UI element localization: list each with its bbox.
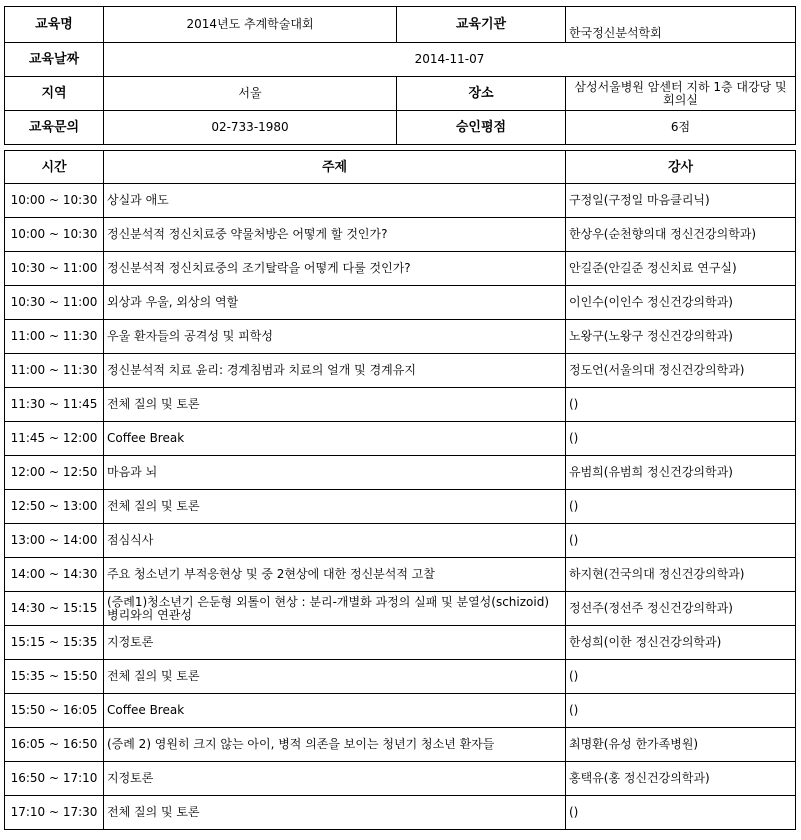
table-row	[5, 796, 796, 830]
place-value: 삼성서울병원 암센터 지하 1층 대강당 및 회의실	[566, 77, 796, 111]
session-time: 10:30 ~ 11:00	[5, 286, 104, 320]
inquiry-label: 교육문의	[5, 111, 104, 145]
session-topic: 우울 환자들의 공격성 및 피학성	[104, 320, 566, 354]
table-row	[5, 694, 796, 728]
info-row-region	[5, 77, 796, 111]
course-info-table	[4, 6, 796, 145]
edu-date-value: 2014-11-07	[104, 43, 796, 77]
session-time: 12:50 ~ 13:00	[5, 490, 104, 524]
session-speaker: ()	[566, 490, 796, 524]
session-speaker: 한상우(순천향의대 정신건강의학과)	[566, 218, 796, 252]
session-topic: (증례1)청소년기 은둔형 외톨이 현상 : 분리-개별화 과정의 실패 및 분열성(schizoid) 병리와의 연관성	[104, 592, 566, 626]
table-row	[5, 524, 796, 558]
session-speaker: 정선주(정선주 정신건강의학과)	[566, 592, 796, 626]
time-column-header: 시간	[5, 151, 104, 184]
session-topic: 전체 질의 및 토론	[104, 490, 566, 524]
topic-column-header: 주제	[104, 151, 566, 184]
session-speaker: 최명환(유성 한가족병원)	[566, 728, 796, 762]
table-row	[5, 660, 796, 694]
credit-label: 승인평점	[397, 111, 566, 145]
session-speaker: ()	[566, 796, 796, 830]
session-time: 10:30 ~ 11:00	[5, 252, 104, 286]
session-speaker: ()	[566, 524, 796, 558]
place-label: 장소	[397, 77, 566, 111]
session-speaker: 유범희(유범희 정신건강의학과)	[566, 456, 796, 490]
session-topic: 지정토론	[104, 762, 566, 796]
region-label: 지역	[5, 77, 104, 111]
table-row	[5, 218, 796, 252]
table-row	[5, 626, 796, 660]
session-speaker: 이인수(이인수 정신건강의학과)	[566, 286, 796, 320]
session-time: 14:00 ~ 14:30	[5, 558, 104, 592]
session-time: 14:30 ~ 15:15	[5, 592, 104, 626]
speaker-column-header: 강사	[566, 151, 796, 184]
table-row	[5, 762, 796, 796]
session-speaker: ()	[566, 388, 796, 422]
table-row	[5, 388, 796, 422]
session-speaker: ()	[566, 422, 796, 456]
table-row	[5, 490, 796, 524]
table-row	[5, 592, 796, 626]
session-time: 15:15 ~ 15:35	[5, 626, 104, 660]
session-time: 10:00 ~ 10:30	[5, 218, 104, 252]
region-value: 서울	[104, 77, 397, 111]
table-row	[5, 252, 796, 286]
schedule-table	[4, 150, 796, 830]
session-speaker: 정도언(서울의대 정신건강의학과)	[566, 354, 796, 388]
table-row	[5, 354, 796, 388]
session-time: 11:30 ~ 11:45	[5, 388, 104, 422]
session-topic: 정신분석적 치료 윤리: 경계침범과 치료의 얼개 및 경계유지	[104, 354, 566, 388]
inquiry-value: 02-733-1980	[104, 111, 397, 145]
edu-name-label: 교육명	[5, 7, 104, 43]
session-topic: 전체 질의 및 토론	[104, 660, 566, 694]
credit-value: 6점	[566, 111, 796, 145]
session-time: 11:00 ~ 11:30	[5, 320, 104, 354]
table-row	[5, 456, 796, 490]
session-speaker: ()	[566, 694, 796, 728]
session-speaker: ()	[566, 660, 796, 694]
session-speaker: 구정일(구정일 마음클리닉)	[566, 184, 796, 218]
schedule-body	[5, 184, 796, 830]
edu-name-value: 2014년도 추계학술대회	[104, 7, 397, 43]
session-topic: 정신분석적 정신치료중의 조기탈락을 어떻게 다룰 것인가?	[104, 252, 566, 286]
session-topic: (증례 2) 영원히 크지 않는 아이, 병적 의존을 보이는 청년기 청소년 환자들	[104, 728, 566, 762]
session-topic: 외상과 우울, 외상의 역할	[104, 286, 566, 320]
session-topic: 지정토론	[104, 626, 566, 660]
session-speaker: 하지현(건국의대 정신건강의학과)	[566, 558, 796, 592]
session-topic: 마음과 뇌	[104, 456, 566, 490]
session-time: 11:00 ~ 11:30	[5, 354, 104, 388]
edu-date-label: 교육날짜	[5, 43, 104, 77]
session-speaker: 노왕구(노왕구 정신건강의학과)	[566, 320, 796, 354]
session-topic: 전체 질의 및 토론	[104, 796, 566, 830]
edu-org-value: 한국정신분석학회	[566, 7, 796, 43]
session-topic: 정신분석적 정신치료중 약물처방은 어떻게 할 것인가?	[104, 218, 566, 252]
session-time: 15:35 ~ 15:50	[5, 660, 104, 694]
session-time: 13:00 ~ 14:00	[5, 524, 104, 558]
table-row	[5, 184, 796, 218]
session-time: 10:00 ~ 10:30	[5, 184, 104, 218]
info-row-name	[5, 7, 796, 43]
session-speaker: 한성희(이한 정신건강의학과)	[566, 626, 796, 660]
session-time: 12:00 ~ 12:50	[5, 456, 104, 490]
session-topic: Coffee Break	[104, 694, 566, 728]
edu-org-label: 교육기관	[397, 7, 566, 43]
session-time: 16:50 ~ 17:10	[5, 762, 104, 796]
table-row	[5, 422, 796, 456]
session-topic: 상실과 애도	[104, 184, 566, 218]
table-row	[5, 320, 796, 354]
schedule-header-row	[5, 151, 796, 184]
session-time: 17:10 ~ 17:30	[5, 796, 104, 830]
session-topic: 주요 청소년기 부적응현상 및 중 2현상에 대한 정신분석적 고찰	[104, 558, 566, 592]
session-time: 15:50 ~ 16:05	[5, 694, 104, 728]
table-row	[5, 286, 796, 320]
info-row-date	[5, 43, 796, 77]
session-speaker: 홍택유(홍 정신건강의학과)	[566, 762, 796, 796]
session-time: 11:45 ~ 12:00	[5, 422, 104, 456]
table-row	[5, 728, 796, 762]
session-topic: 점심식사	[104, 524, 566, 558]
table-row	[5, 558, 796, 592]
session-topic: Coffee Break	[104, 422, 566, 456]
session-topic: 전체 질의 및 토론	[104, 388, 566, 422]
session-speaker: 안길준(안길준 정신치료 연구실)	[566, 252, 796, 286]
session-time: 16:05 ~ 16:50	[5, 728, 104, 762]
info-row-inquiry	[5, 111, 796, 145]
